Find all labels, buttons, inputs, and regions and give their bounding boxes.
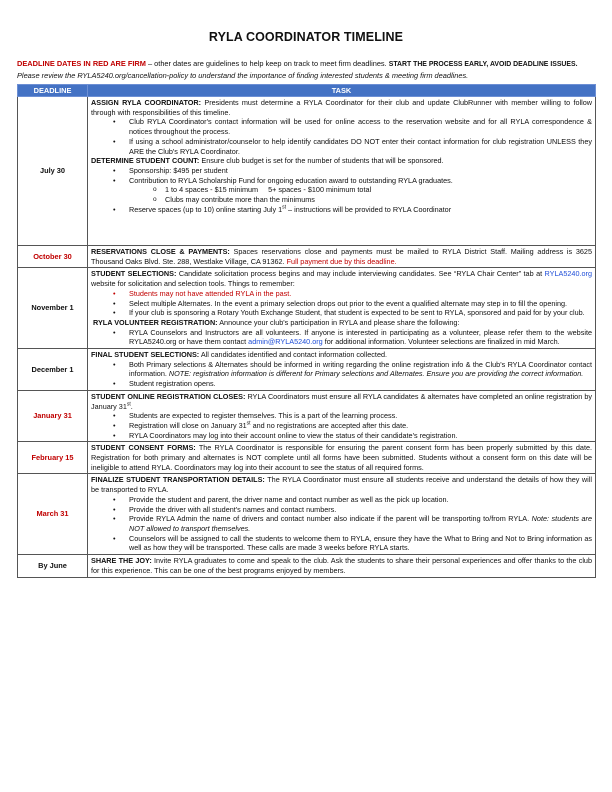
- list-item-text: Provide RYLA Admin the name of drivers and contact number also indicate if the parent will be transporting to/from RYLA.: [129, 514, 532, 524]
- task-cell: [88, 390, 596, 442]
- task-text: Candidate solicitation process begins and may include interviewing candidates. See “RYLA Chair Center” tab at: [176, 269, 545, 279]
- task-text: Ensure club budget is set for the number of students that will be sponsored.: [199, 156, 444, 166]
- task-heading: FINAL STUDENT SELECTIONS:: [91, 350, 200, 360]
- list-item: • Select multiple Alternates. In the event a primary selection drops out prior to the event a qualified alternate may step in to fill the opening.: [129, 299, 592, 309]
- table-row: [18, 390, 596, 442]
- task-text: .: [130, 401, 133, 411]
- list-item: • Students may not have attended RYLA in the past.: [129, 289, 592, 299]
- task-text: All candidates identified and contact information collected.: [199, 350, 388, 360]
- task-text: RYLA Coordinators must ensure all RYLA candidates & alternates have completed an online registration by January 31: [91, 391, 592, 411]
- list-item: • If your club is sponsoring a Rotary Youth Exchange Student, that student is expected to be sent to RYLA, sponsored and paid for by your club.: [129, 308, 592, 318]
- task-paragraph: [91, 318, 592, 328]
- task-heading: ASSIGN RYLA COORDINATOR:: [91, 98, 202, 107]
- list-item: [129, 360, 592, 379]
- bullet-list: [91, 360, 592, 389]
- task-text: The RYLA Coordinator is responsible for ensuring the parent consent form has been properly submitted by this date. Registration for both primary and alternates is NOT complete until all forms have been submitted. Students without a consent form on this date will be ineligible to attend RYLA. Coordinators may log into their account to see the status of all required forms.: [91, 443, 593, 472]
- task-heading: STUDENT ONLINE REGISTRATION CLOSES:: [91, 391, 246, 401]
- table-header-row: [18, 85, 596, 97]
- bullet-list: [91, 495, 592, 553]
- deadline-cell: November 1: [18, 268, 88, 349]
- email-link[interactable]: admin@RYLA5240.org: [248, 337, 323, 347]
- task-paragraph: [91, 156, 592, 166]
- deadline-cell: By June: [18, 555, 88, 577]
- task-cell: [88, 474, 596, 555]
- list-item: • If using a school administrator/counselor to help identify candidates DO NOT enter their contact information for club registration UNLESS they ARE the Club's RYLA Coordinator.: [129, 137, 592, 156]
- deadline-cell: January 31: [18, 390, 88, 442]
- list-item: • Counselors will be assigned to call the students to welcome them to RYLA, ensure they have the What to Bring and Not to Bring information as well as how they will be transported. These calls are made 3 weeks before RYLA starts.: [129, 534, 592, 553]
- list-item: [129, 328, 592, 347]
- table-row: [18, 555, 596, 577]
- task-heading: STUDENT SELECTIONS:: [91, 269, 177, 279]
- timeline-table: [17, 84, 596, 578]
- list-item-text: Registration will close on January 31: [129, 420, 247, 430]
- task-cell: [88, 349, 596, 391]
- ordinal-suffix: st: [246, 420, 251, 427]
- payment-deadline-note: Full payment due by this deadline.: [284, 256, 397, 266]
- list-item-text: RYLA Counselors and Instructors are all volunteers. If anyone is interested in participating as a volunteer, please refer them to the website RYLA5240.org or have them contact: [129, 327, 592, 347]
- task-text: The RYLA Coordinator must ensure all students receive and understand the details of how they will be transported to RYLA.: [91, 475, 592, 495]
- registration-note: NOTE: registration information is different for Primary selections and Alternates. Ensure you are providing the correct information.: [168, 369, 584, 379]
- list-item-text: Contribution to RYLA Scholarship Fund for ongoing education award to outstanding RYLA graduates.: [129, 175, 453, 185]
- task-cell: [88, 97, 596, 246]
- task-cell: [88, 246, 596, 268]
- sub-list-item: o 1 to 4 spaces - $15 minimum 5+ spaces - $100 minimum total: [165, 185, 592, 195]
- task-heading: FINALIZE STUDENT TRANSPORTATION DETAILS:: [91, 475, 265, 485]
- list-item: • Provide the driver with all student's names and contact numbers.: [129, 505, 592, 515]
- list-item-text: and no registrations are accepted after this date.: [250, 420, 409, 430]
- list-item: • Sponsorship: $495 per student: [129, 166, 592, 176]
- intro-italic-note: Please review the RYLA5240.org/cancellation-policy to understand the importance of finding interested students & meeting firm deadlines.: [17, 71, 469, 80]
- task-heading: DETERMINE STUDENT COUNT:: [91, 156, 200, 166]
- bullet-list: [91, 117, 592, 156]
- table-row: [18, 97, 596, 246]
- list-item: [129, 176, 592, 205]
- list-item: • Students are expected to register themselves. This is a part of the learning process.: [129, 411, 592, 421]
- bullet-list: [91, 289, 592, 318]
- task-heading: RYLA VOLUNTEER REGISTRATION:: [93, 317, 218, 327]
- task-heading: STUDENT CONSENT FORMS:: [91, 443, 196, 453]
- task-text: Announce your club's participation in RYLA and please share the following:: [217, 317, 460, 327]
- task-column-header: TASK: [88, 85, 596, 97]
- task-cell: [88, 555, 596, 577]
- task-heading: RESERVATIONS CLOSE & PAYMENTS:: [91, 247, 230, 256]
- list-item-text: – instructions will be provided to RYLA Coordinator: [286, 204, 452, 214]
- task-cell: [88, 268, 596, 349]
- list-item-text: Both Primary selections & Alternates should be informed in writing regarding the online registration info & the Club's RYLA Coordinator contact information.: [129, 359, 592, 379]
- task-paragraph: [91, 350, 592, 360]
- ordinal-suffix: st: [126, 401, 131, 408]
- list-item: • RYLA Coordinators may log into their account online to view the status of their candidate's registration.: [129, 431, 592, 441]
- task-paragraph: [91, 392, 592, 411]
- task-text: Presidents must determine a RYLA Coordinator for their club and update ClubRunner with member willing to follow through with responsibilities of this timeline.: [91, 98, 592, 117]
- intro-caps-note: START THE PROCESS EARLY, AVOID DEADLINE ISSUES.: [388, 61, 578, 68]
- deadline-cell: December 1: [18, 349, 88, 391]
- table-row: [18, 442, 596, 474]
- firm-deadline-note: DEADLINE DATES IN RED ARE FIRM: [17, 59, 146, 68]
- website-link[interactable]: RYLA5240.org: [544, 269, 592, 279]
- list-item: [129, 514, 592, 533]
- list-item: [129, 205, 592, 215]
- transport-note: Note: students are NOT allowed to transport themselves.: [129, 514, 592, 533]
- list-item-text: for additional information. Volunteer selections are finalized in mid March.: [322, 337, 560, 347]
- deadline-column-header: DEADLINE: [18, 85, 88, 97]
- deadline-cell: October 30: [18, 246, 88, 268]
- intro-paragraph: [17, 58, 595, 81]
- table-row: [18, 246, 596, 268]
- list-item-text: Reserve spaces (up to 10) online starting July 1: [129, 204, 283, 214]
- sub-list: [129, 185, 592, 204]
- sub-list-item: o Clubs may contribute more than the minimums: [165, 195, 592, 205]
- task-text: website for solicitation and selection tools. Things to remember:: [91, 279, 295, 289]
- bullet-list: [91, 328, 592, 347]
- task-heading: SHARE THE JOY:: [91, 556, 152, 566]
- task-text: Spaces reservations close and payments must be mailed to RYLA District Staff. Mailing address is 3625 Thousand Oaks Blvd. Ste. 288, Westlake Village, CA 91362.: [91, 247, 592, 266]
- task-paragraph: [91, 269, 592, 288]
- deadline-cell: February 15: [18, 442, 88, 474]
- table-row: [18, 474, 596, 555]
- ordinal-suffix: st: [282, 204, 287, 211]
- table-row: [18, 268, 596, 349]
- task-cell: [88, 442, 596, 474]
- list-item: • Student registration opens.: [129, 379, 592, 389]
- deadline-cell: July 30: [18, 97, 88, 246]
- task-paragraph: [91, 475, 592, 494]
- table-row: [18, 349, 596, 391]
- page-title: RYLA COORDINATOR TIMELINE: [208, 30, 404, 44]
- list-item: • Club RYLA Coordinator's contact information will be used for online access to the reservation website and for all RYLA correspondence & notices throughout the process.: [129, 117, 592, 136]
- task-paragraph: [91, 98, 592, 117]
- deadline-cell: March 31: [18, 474, 88, 555]
- list-item: [129, 421, 592, 431]
- list-item: • Provide the student and parent, the driver name and contact number as well as the pick up location.: [129, 495, 592, 505]
- bullet-list: [91, 411, 592, 440]
- intro-text: – other dates are guidelines to help keep on track to meet firm deadlines.: [145, 59, 389, 68]
- task-text: Invite RYLA graduates to come and speak to the club. Ask the students to share their personal experiences and offer thanks to the club for this experience. This can be one of the best programs enjoyed by members.: [91, 556, 592, 575]
- bullet-list: [91, 166, 592, 215]
